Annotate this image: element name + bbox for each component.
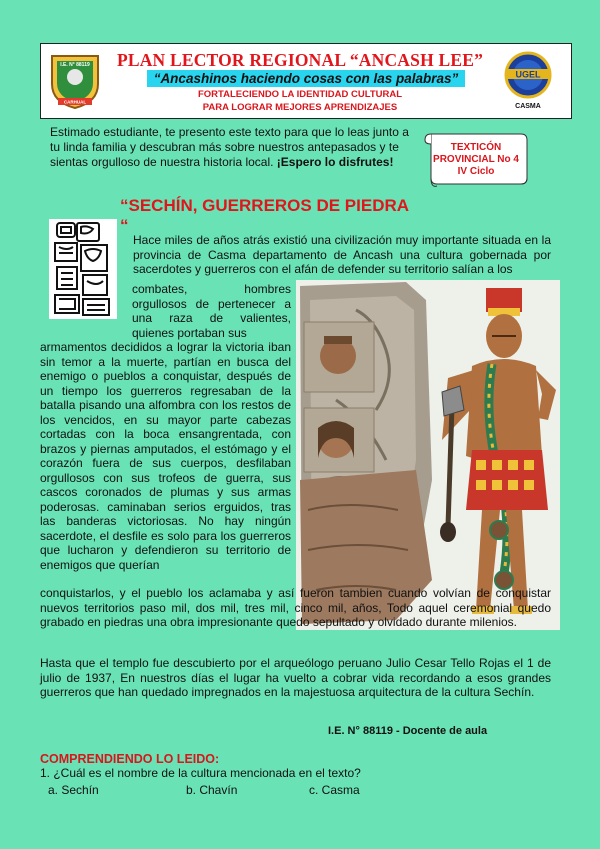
intro-emphasis: ¡Espero lo disfrutes! [276, 155, 394, 169]
badge-line-2: PROVINCIAL No 4 [433, 154, 519, 165]
crest-school-name: CARHUAL [63, 99, 87, 105]
body-paragraph-3: armamentos decididos a lograr la victoria iban sin temor a la muerte, partían en busca del enemigo o pueblos a conquistar, después de un tiempo los guerreros regresaban de la batalla pisando una alfombra con los restos de los vencidos, en su mayor parte cabezas cortadas con la boca ensangrentada, con brazos y piernas amputados, el estómago y el corazón fuera de sus cuerpos, desfilaban orgullosos con sus trofeos de guerra, sus cascos coronados de plumas y sus armas poderosas. caminaban serios erguidos, tras las banderas victoriosas. No hay ningún sacerdote, el desfile es solo para los guerreros que lucharon y defendieron su territorio de enemigos que querían [40, 340, 291, 572]
intro-text: Estimado estudiante, te presento este texto para que lo leas junto a tu linda familia y descubran más sobre nuestros antepasados y te sientas orgulloso de nuestra historia local. [50, 125, 409, 169]
ugel-logo-caption: CASMA [515, 103, 541, 110]
answer-option-b[interactable]: b. Chavín [186, 783, 238, 797]
body-paragraph-1: Hace miles de años atrás existió una civilización muy importante situada en la provincia de Casma departamento de Ancash una cultura gobernada por sacerdotes y guerreros con el afán de defender su territorio salían a los [133, 233, 551, 276]
badge-line-3: IV Ciclo [457, 166, 495, 177]
stone-carving-glyph [47, 217, 119, 321]
badge-text [428, 142, 524, 178]
sechin-warrior-illustration [296, 280, 560, 630]
body-paragraph-5: Hasta que el templo fue descubierto por el arqueólogo peruano Julio Cesar Tello Rojas el 1 de julio de 1937, En nuestros días el lugar ha vuelto a cobrar vida recordando a esos grandes guerreros que han quedado impregnados en la majestuosa arquitectura de la cultura Sechín. [40, 656, 551, 699]
body-paragraph-4: conquistarlos, y el pueblo los aclamaba y así fueron tambien cuando volvían de conquistar nuevos territorios paso mil, dos mil, tres mil, cinco mil, años, Todo aquel ceremonial quedo grabado en piedras una obra impresionante quedo sepultado y olvidado durante milenios. [40, 586, 551, 629]
answer-option-c[interactable]: c. Casma [309, 783, 360, 797]
tagline-line-1: FORTALECIENDO LA IDENTIDAD CULTURAL [197, 89, 403, 100]
answer-option-a[interactable]: a. Sechín [48, 783, 99, 797]
page-title: PLAN LECTOR REGIONAL “ANCASH LEE” [116, 50, 484, 70]
article-heading: “SECHÍN, GUERREROS DE PIEDRA “ [120, 196, 409, 235]
body-paragraph-2: combates, hombres orgullosos de pertenecer a una raza de valientes, quienes portaban sus [132, 282, 291, 340]
badge-line-1: TEXTICÓN [450, 142, 502, 153]
question-1: 1. ¿Cuál es el nombre de la cultura mencionada en el texto? [40, 766, 361, 780]
author-signature: I.E. N° 88119 - Docente de aula [328, 725, 488, 737]
ugel-logo [496, 47, 560, 111]
page-subtitle: “Ancashinos haciendo cosas con las palabras” [153, 71, 459, 86]
questions-heading: COMPRENDIENDO LO LEIDO: [40, 752, 220, 766]
school-crest-logo [48, 52, 102, 110]
intro-paragraph [50, 125, 422, 170]
tagline-line-2: PARA LOGRAR MEJORES APRENDIZAJES [202, 102, 398, 113]
ugel-logo-text: UGEL [515, 69, 541, 80]
crest-school-number: I.E. N° 88119 [60, 62, 90, 68]
